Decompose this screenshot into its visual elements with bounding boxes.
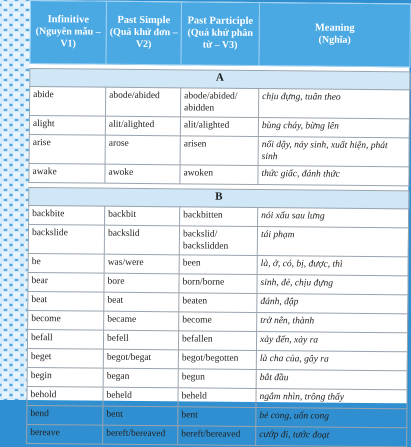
meaning-cell: bùng cháy, bừng lên [258, 117, 409, 137]
past-simple-cell: beheld [103, 387, 178, 407]
infinitive-cell: bereave [27, 424, 103, 444]
infinitive-cell: befall [27, 329, 103, 349]
past-participle-cell: begot/begotten [178, 350, 256, 370]
header-past-simple: Past Simple (Quá khứ đơn – V2) [106, 1, 182, 65]
meaning-cell: ngắm nhìn, trông thấy [256, 388, 407, 408]
past-simple-cell: backbit [105, 206, 180, 226]
meaning-cell: là cha của, gây ra [256, 350, 407, 370]
past-simple-cell: begot/begat [103, 349, 178, 369]
meaning-cell: thức giấc, đánh thức [258, 165, 409, 185]
infinitive-cell: begin [27, 367, 103, 387]
table-row [27, 424, 407, 446]
past-simple-cell: awoke [105, 164, 180, 184]
meaning-cell: sinh, đẻ, chịu đựng [257, 274, 408, 294]
past-simple-cell: alit/alighted [105, 116, 180, 136]
infinitive-cell: arise [29, 134, 105, 164]
infinitive-cell: beget [27, 348, 103, 368]
meaning-cell: bắt đầu [256, 369, 407, 389]
infinitive-cell: backslide [28, 224, 104, 254]
header-infinitive: Infinitive (Nguyên mẫu – V1) [30, 1, 107, 65]
verb-table-page [27, 0, 410, 441]
past-simple-cell: bent [103, 406, 178, 426]
past-participle-cell: become [179, 312, 257, 332]
header-meaning: Meaning (Nghĩa) [259, 3, 411, 67]
meaning-cell: chịu đựng, tuân theo [258, 88, 409, 118]
past-simple-cell: bereft/bereaved [103, 425, 178, 445]
infinitive-cell: abide [29, 87, 105, 117]
past-participle-cell: born/borne [179, 274, 257, 294]
past-participle-cell: beheld [178, 388, 256, 408]
past-participle-cell: awoken [180, 165, 258, 185]
infinitive-cell: awake [29, 163, 105, 183]
past-participle-cell: abode/abided/ abidden [180, 88, 258, 118]
past-participle-cell: backslid/ backslidden [179, 226, 257, 256]
past-simple-cell: abode/abided [105, 87, 180, 117]
past-simple-cell: began [103, 368, 178, 388]
table-body [27, 64, 410, 447]
table-row [29, 134, 409, 166]
past-participle-cell: begun [178, 369, 256, 389]
past-simple-cell: arose [105, 135, 180, 165]
table-header-row [30, 1, 411, 67]
past-participle-cell: bereft/bereaved [178, 426, 256, 446]
past-simple-cell: became [104, 311, 179, 331]
table-row [29, 87, 409, 119]
infinitive-cell: become [28, 310, 104, 330]
section-letter: B [29, 187, 409, 208]
past-participle-cell: bent [178, 407, 256, 427]
infinitive-cell: bear [28, 272, 104, 292]
infinitive-cell: alight [29, 115, 105, 135]
past-simple-cell: was/were [104, 254, 179, 274]
past-participle-cell: arisen [180, 136, 258, 166]
past-simple-cell: befell [103, 330, 178, 350]
header-past-participle: Past Participle (Quá khứ phân từ – V3) [181, 2, 260, 66]
meaning-cell: nói xấu sau lưng [258, 207, 409, 227]
meaning-cell: tái phạm [257, 226, 408, 256]
meaning-cell: đánh, đập [257, 293, 408, 313]
infinitive-cell: backbite [29, 205, 105, 225]
infinitive-cell: bend [27, 405, 103, 425]
past-participle-cell: been [179, 255, 257, 275]
past-participle-cell: backbitten [180, 207, 258, 227]
past-participle-cell: befallen [178, 331, 256, 351]
meaning-cell: cướp đi, tước đoạt [256, 426, 407, 446]
infinitive-cell: be [28, 253, 104, 273]
infinitive-cell: behold [27, 386, 103, 406]
past-participle-cell: alit/alighted [180, 117, 258, 137]
meaning-cell: xảy đến, xảy ra [256, 331, 407, 351]
meaning-cell: bẻ cong, uốn cong [256, 407, 407, 427]
infinitive-cell: beat [28, 291, 104, 311]
past-simple-cell: bore [104, 273, 179, 293]
meaning-cell: trở nên, thành [257, 312, 408, 332]
meaning-cell: là, ở, có, bị, được, thì [257, 255, 408, 275]
section-letter: A [30, 69, 410, 90]
irregular-verbs-table [26, 0, 411, 447]
table-row [28, 224, 408, 256]
past-participle-cell: beaten [179, 293, 257, 313]
past-simple-cell: backslid [104, 225, 179, 255]
past-simple-cell: beat [104, 292, 179, 312]
meaning-cell: nổi dậy, nảy sinh, xuất hiện, phát sinh [258, 136, 409, 166]
